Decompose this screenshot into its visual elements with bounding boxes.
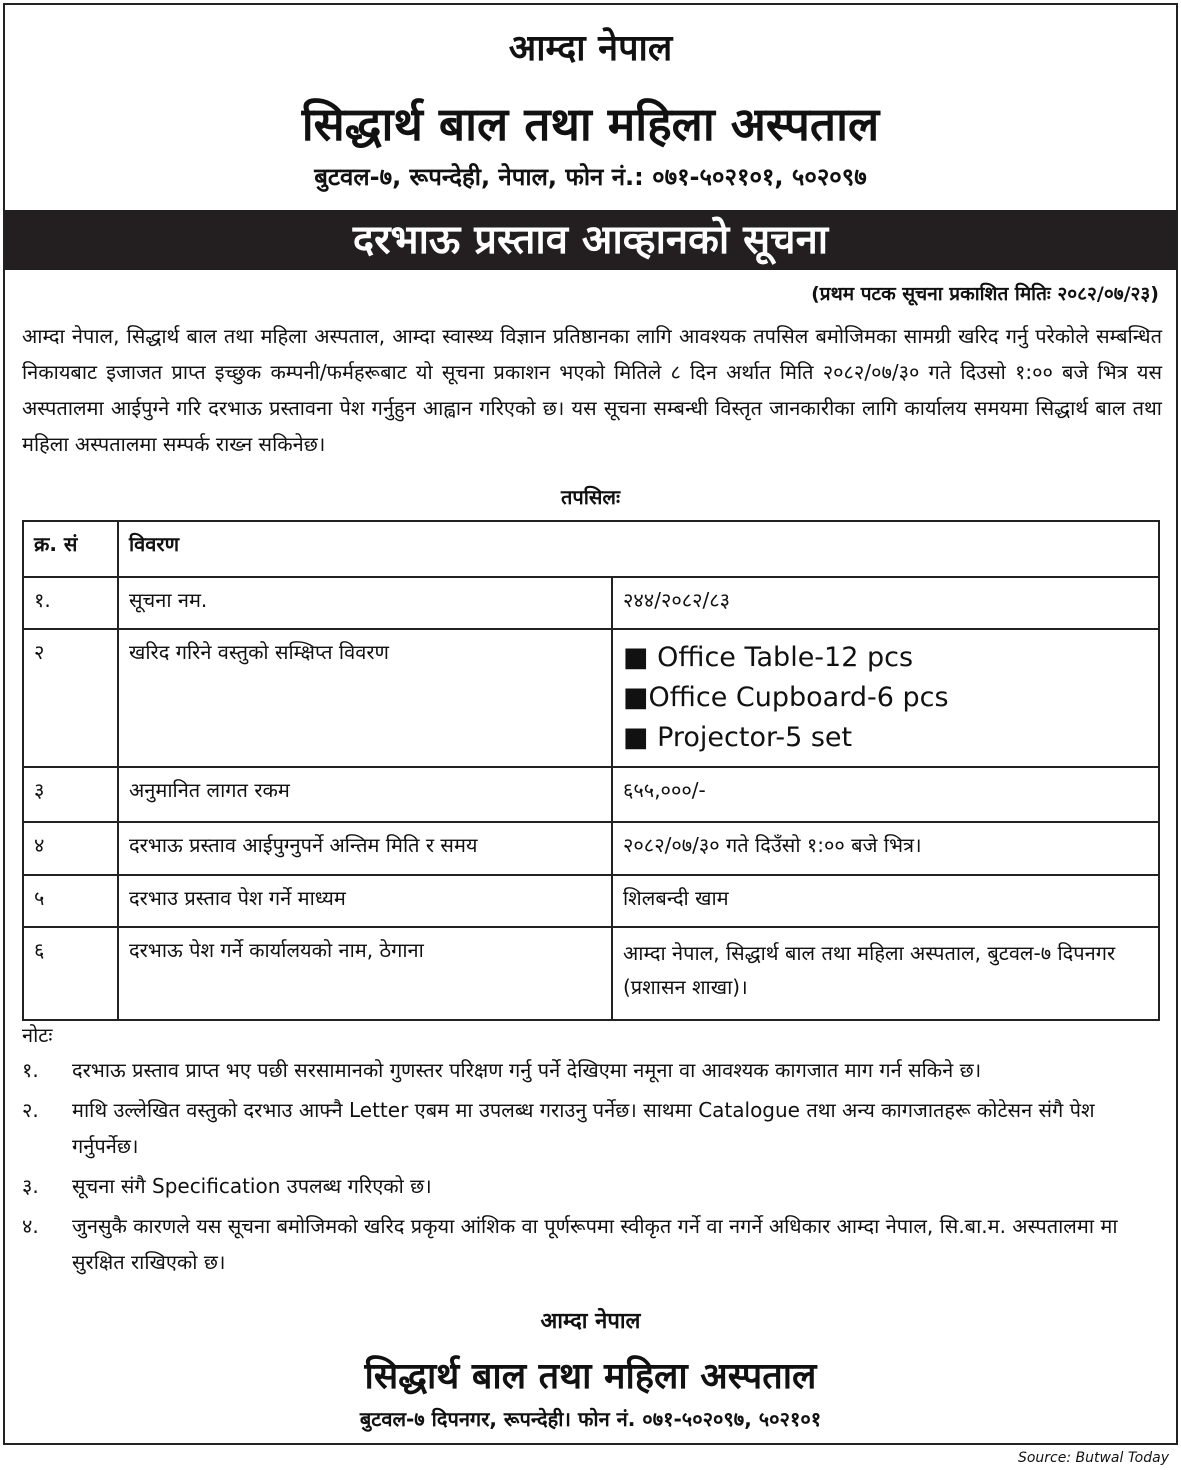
- note-number: ४.: [22, 1214, 39, 1238]
- row-label: दरभाऊ प्रस्ताव आईपुग्नुपर्ने अन्तिम मिति र समय: [118, 822, 612, 875]
- hospital-address: बुटवल-७, रूपन्देही, नेपाल, फोन नं.: ०७१-५०२१०१, ५०२०९७: [314, 163, 867, 191]
- footer-address: बुटवल-७ दिपनगर, रूपन्देही। फोन नं. ०७१-५०२०९७, ५०२१०१: [359, 1407, 822, 1431]
- row-label: दरभाऊ पेश गर्ने कार्यालयको नाम, ठेगाना: [118, 927, 612, 1020]
- row-value: आम्दा नेपाल, सिद्धार्थ बाल तथा महिला अस्पताल, बुटवल-७ दिपनगर (प्रशासन शाखा)।: [612, 927, 1159, 1020]
- note-text: सूचना संगै Specification उपलब्ध गरिएको छ।: [72, 1174, 432, 1198]
- row-label: अनुमानित लागत रकम: [118, 767, 612, 822]
- row-number: १.: [23, 577, 118, 629]
- notice-title: दरभाऊ प्रस्ताव आव्हानको सूचना: [5, 210, 1176, 270]
- row-number: ३: [23, 767, 118, 822]
- note-number: १.: [22, 1058, 39, 1082]
- row-value: २०८२/०७/३० गते दिउँसो १:०० बजे भित्र।: [612, 822, 1159, 875]
- table-row: [23, 927, 1159, 1020]
- table-header: [23, 521, 1159, 577]
- publish-date: (प्रथम पटक सूचना प्रकाशित मितिः २०८२/०७/२३): [811, 283, 1159, 305]
- row-value: ६५५,०००/-: [612, 767, 1159, 822]
- footer-org: आम्दा नेपाल: [540, 1309, 641, 1334]
- org-name: आम्दा नेपाल: [508, 28, 673, 69]
- table-row: [23, 875, 1159, 927]
- row-label: दरभाउ प्रस्ताव पेश गर्ने माध्यम: [118, 875, 612, 927]
- footer-hospital: सिद्धार्थ बाल तथा महिला अस्पताल: [364, 1356, 817, 1397]
- row-number: ४: [23, 822, 118, 875]
- note-item: [22, 1092, 1162, 1164]
- table-row: [23, 822, 1159, 875]
- note-number: ३.: [22, 1174, 39, 1198]
- row-value: २४४/२०८२/८३: [612, 577, 1159, 629]
- table-row: [23, 577, 1159, 629]
- item-list: [612, 629, 1159, 767]
- source-credit: Source: Butwal Today: [1017, 1450, 1169, 1466]
- note-number: २.: [22, 1098, 39, 1122]
- row-number: ५: [23, 875, 118, 927]
- row-label: सूचना नम.: [118, 577, 612, 629]
- note-text: जुनसुकै कारणले यस सूचना बमोजिमको खरिद प्रकृया आंशिक वा पूर्णरूपमा स्वीकृत गर्ने वा नगर्ने अधिकार आम्दा नेपाल, सि.बा.म. अस्पतालमा मा सुरक्षित राखिएको छ।: [72, 1214, 1118, 1274]
- intro-paragraph: आम्दा नेपाल, सिद्धार्थ बाल तथा महिला अस्पताल, आम्दा स्वास्थ्य विज्ञान प्रतिष्ठानका लागि आवश्यक तपसिल बमोजिमका सामग्री खरिद गर्नु परेकोले सम्बन्धित निकायबाट इजाजत प्राप्त इच्छुक कम्पनी/फर्महरूबाट यो सूचना प्रकाशन भएको मितिले ८ दिन अर्थात मिति २०८२/०७/३० गते दिउसो १:०० बजे भित्र यस अस्पतालमा आईपुग्ने गरि दरभाऊ प्रस्तावना पेश गर्नुहुन आह्वान गरिएको छ। यस सूचना सम्बन्धी विस्तृत जानकारीका लागि कार्यालय समयमा सिद्धार्थ बाल तथा महिला अस्पतालमा सम्पर्क राख्न सकिनेछ।: [22, 324, 1162, 456]
- note-text: दरभाऊ प्रस्ताव प्राप्त भए पछी सरसामानको गुणस्तर परिक्षण गर्नु पर्ने देखिएमा नमूना वा आवश्यक कागजात माग गर्न सकिने छ।: [72, 1058, 982, 1082]
- note-text: माथि उल्लेखित वस्तुको दरभाउ आफ्नै Letter एबम मा उपलब्ध गराउनु पर्नेछ। साथमा Catalogue तथा अन्य कागजातहरू कोटेसन संगै पेश गर्नुपर्नेछ।: [72, 1098, 1095, 1158]
- row-label: खरिद गरिने वस्तुको सम्क्षिप्त विवरण: [118, 629, 612, 767]
- row-number: २: [23, 629, 118, 767]
- list-item: ■ Projector-5 set: [623, 722, 853, 753]
- notes-label: नोटः: [22, 1023, 53, 1047]
- row-number: ६: [23, 927, 118, 1020]
- col-description: विवरण: [118, 521, 1159, 577]
- note-item: [22, 1168, 1162, 1204]
- col-serial: क्र. सं: [23, 521, 118, 577]
- note-item: [22, 1208, 1162, 1280]
- note-item: [22, 1052, 1162, 1088]
- table-row: [23, 629, 1159, 767]
- table-row: [23, 767, 1159, 822]
- row-value: शिलबन्दी खाम: [612, 875, 1159, 927]
- notes-section: [22, 1018, 1162, 1284]
- details-table: [22, 520, 1160, 1021]
- list-item: ■Office Cupboard-6 pcs: [623, 682, 949, 713]
- list-item: ■ Office Table-12 pcs: [623, 642, 914, 673]
- hospital-name: सिद्धार्थ बाल तथा महिला अस्पताल: [301, 97, 880, 151]
- details-heading: तपसिलः: [560, 485, 621, 509]
